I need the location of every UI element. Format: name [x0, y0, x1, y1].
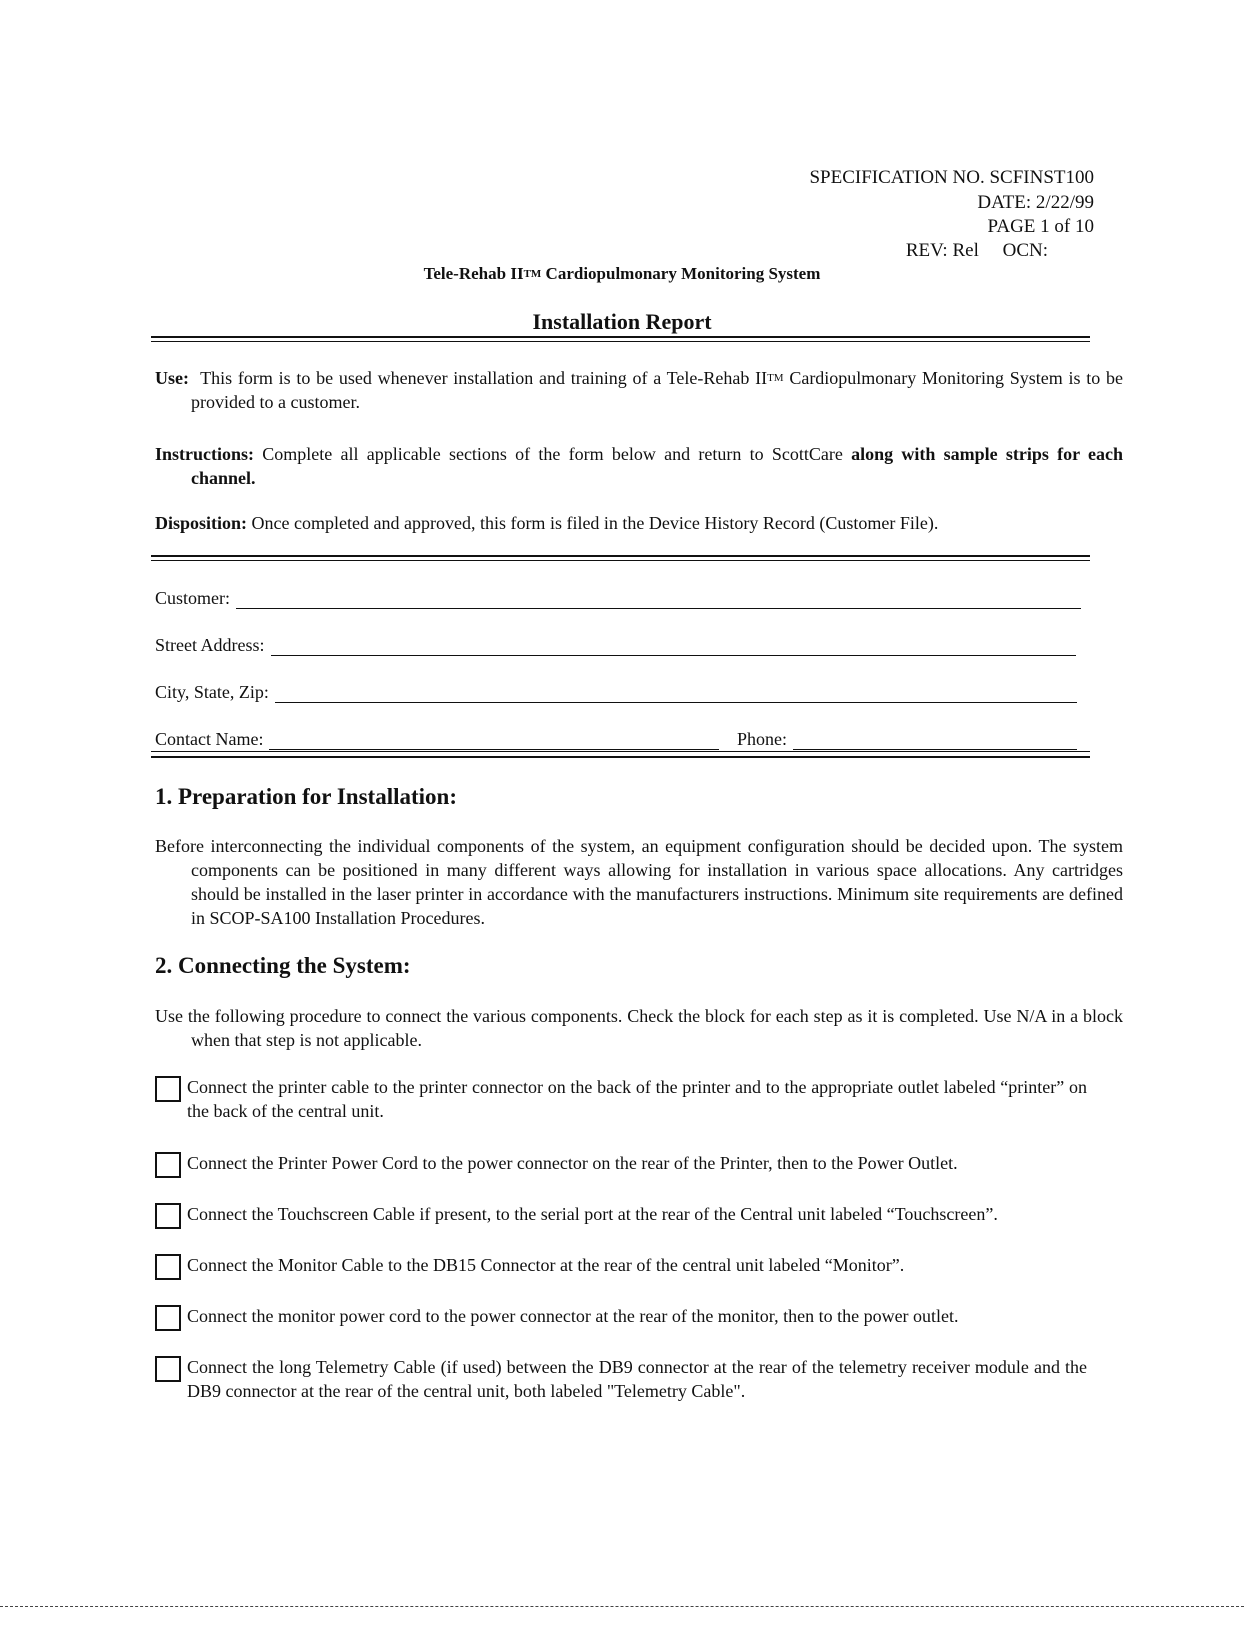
checklist-item	[155, 1304, 1087, 1331]
divider	[151, 560, 1090, 561]
customer-field[interactable]	[155, 587, 1081, 609]
instructions-label: Instructions:	[155, 444, 255, 464]
checklist-item	[155, 1355, 1087, 1403]
customer-input-line[interactable]	[236, 588, 1081, 609]
section-heading-connecting: 2. Connecting the System:	[155, 953, 411, 978]
city-state-zip-label: City, State, Zip:	[155, 682, 269, 702]
street-address-field[interactable]	[155, 634, 1076, 656]
use-paragraph	[155, 366, 1123, 414]
system-name	[0, 264, 1244, 284]
use-label: Use:	[155, 368, 189, 388]
instructions-text: Complete all applicable sections of the form below and return to ScottCare	[262, 444, 843, 464]
checklist-item	[155, 1075, 1087, 1123]
phone-label: Phone:	[737, 729, 788, 749]
instructions-paragraph	[155, 442, 1123, 490]
checklist-item	[155, 1202, 1087, 1229]
step-checkbox[interactable]	[155, 1254, 181, 1280]
step-checkbox[interactable]	[155, 1152, 181, 1178]
section-heading-preparation: 1. Preparation for Installation:	[155, 784, 457, 809]
step-text: Connect the Printer Power Cord to the power connector on the rear of the Printer, then to the Power Outlet.	[187, 1153, 958, 1173]
instructions-bold-text: along with sample strips for each channel.	[191, 444, 1124, 488]
street-address-label: Street Address:	[155, 635, 265, 655]
use-trademark: TM	[767, 372, 784, 384]
customer-label: Customer:	[155, 588, 230, 608]
divider	[151, 341, 1090, 342]
step-checkbox[interactable]	[155, 1305, 181, 1331]
step-text: Connect the Touchscreen Cable if present, to the serial port at the rear of the Central unit labeled “Touchscreen”.	[187, 1204, 998, 1224]
phone-field[interactable]	[737, 728, 1077, 750]
use-text-a: This form is to be used whenever installation and training of a Tele-Rehab II	[200, 368, 768, 388]
checklist-item	[155, 1253, 1087, 1280]
contact-name-field[interactable]	[155, 728, 719, 750]
spec-page: PAGE 1 of 10	[987, 216, 1094, 237]
spec-number: SPECIFICATION NO. SCFINST100	[809, 167, 1094, 188]
city-state-zip-input-line[interactable]	[275, 682, 1077, 703]
preparation-paragraph: Before interconnecting the individual components of the system, an equipment configuration should be decided upon. The system components can be positioned in many different ways allowing for installation in various space allocations. Any cartridges should be installed in the laser printer in accordance with the manufacturers instructions. Minimum site requirements are defined in SCOP-SA100 Installation Procedures.	[155, 836, 1123, 928]
divider	[151, 555, 1090, 557]
use-text-b: Cardiopulmonary Monitoring System is to be provided to a customer.	[191, 368, 1124, 412]
page-title: Installation Report	[532, 309, 712, 334]
trademark-mark: TM	[523, 268, 542, 280]
city-state-zip-field[interactable]	[155, 681, 1077, 703]
disposition-paragraph	[155, 511, 1123, 535]
step-checkbox[interactable]	[155, 1076, 181, 1102]
spec-block	[809, 166, 1094, 240]
spec-date: DATE: 2/22/99	[977, 191, 1094, 213]
checklist-item	[155, 1151, 1087, 1178]
street-address-input-line[interactable]	[271, 635, 1076, 656]
step-text: Connect the long Telemetry Cable (if used) between the DB9 connector at the rear of the telemetry receiver module and the DB9 connector at the rear of the central unit, both labeled "Telemetry Cable".	[187, 1357, 1087, 1401]
divider	[151, 756, 1090, 758]
disposition-label: Disposition:	[155, 513, 248, 533]
step-text: Connect the printer cable to the printer connector on the back of the printer and to the appropriate outlet labeled “printer” on the back of the central unit.	[187, 1077, 1087, 1121]
disposition-text: Once completed and approved, this form is filed in the Device History Record (Customer File).	[251, 513, 939, 533]
spec-rev: REV: Rel OCN:	[905, 240, 1048, 261]
contact-name-label: Contact Name:	[155, 729, 264, 749]
step-text: Connect the monitor power cord to the power connector at the rear of the monitor, then to the power outlet.	[187, 1306, 959, 1326]
connecting-intro-paragraph: Use the following procedure to connect the various components. Check the block for each step as it is completed. Use N/A in a block when that step is not applicable.	[155, 1006, 1123, 1050]
phone-input-line[interactable]	[793, 729, 1077, 750]
step-checkbox[interactable]	[155, 1356, 181, 1382]
contact-name-input-line[interactable]	[269, 729, 719, 750]
divider	[151, 751, 1090, 752]
step-text: Connect the Monitor Cable to the DB15 Connector at the rear of the central unit labeled “Monitor”.	[187, 1255, 905, 1275]
system-name-part-a: Tele-Rehab II	[423, 264, 524, 283]
system-name-part-b: Cardiopulmonary Monitoring System	[541, 264, 821, 283]
page-bottom-rule	[0, 1606, 1244, 1607]
step-checkbox[interactable]	[155, 1203, 181, 1229]
divider	[151, 336, 1090, 338]
